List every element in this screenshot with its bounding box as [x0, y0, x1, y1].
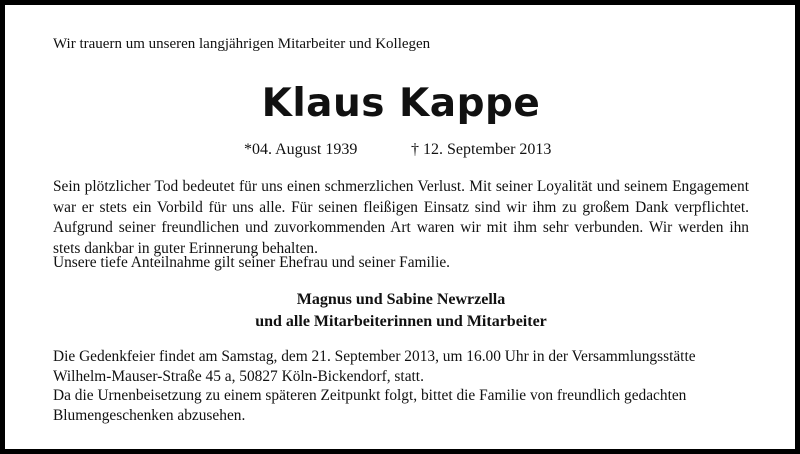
deceased-name: Klaus Kappe — [261, 81, 541, 126]
signature-block — [53, 289, 749, 332]
ceremony-line-2: Wilhelm-Mauser-Straße 45 a, 50827 Köln-Bickendorf, statt. — [53, 367, 424, 385]
intro-line: Wir trauern um unseren langjährigen Mitarbeiter und Kollegen — [53, 36, 431, 52]
tribute-paragraph: Sein plötzlicher Tod bedeutet für uns einen schmerzlichen Verlust. Mit seiner Loyalität und seinem Engagement war er stets ein Vorbild für uns alle. Für seinen fleißigen Einsatz sind wir ihm zu großem Dank verpflichtet. Aufgrund seiner freundlichen und zuvorkommenden Art waren wir mit ihm sehr verbunden. Wir werden ihn stets dankbar in guter Erinnerung behalten. — [53, 178, 749, 257]
condolence-line: Unsere tiefe Anteilnahme gilt seiner Ehefrau und seiner Familie. — [53, 254, 451, 271]
ceremony-line-4: Blumengeschenken abzusehen. — [53, 406, 246, 424]
birth-date: *04. August 1939 — [244, 141, 358, 158]
signature-staff: und alle Mitarbeiterinnen und Mitarbeiter — [255, 312, 547, 330]
ceremony-info — [53, 347, 749, 425]
signature-names: Magnus und Sabine Newrzella — [296, 291, 506, 308]
ceremony-line-3: Da die Urnenbeisetzung zu einem späteren Zeitpunkt folgt, bittet die Familie von freundlich gedachten — [53, 387, 687, 404]
ceremony-line-1: Die Gedenkfeier findet am Samstag, dem 21. September 2013, um 16.00 Uhr in der Versammlungsstätte — [53, 348, 696, 365]
death-date: † 12. September 2013 — [411, 141, 552, 158]
